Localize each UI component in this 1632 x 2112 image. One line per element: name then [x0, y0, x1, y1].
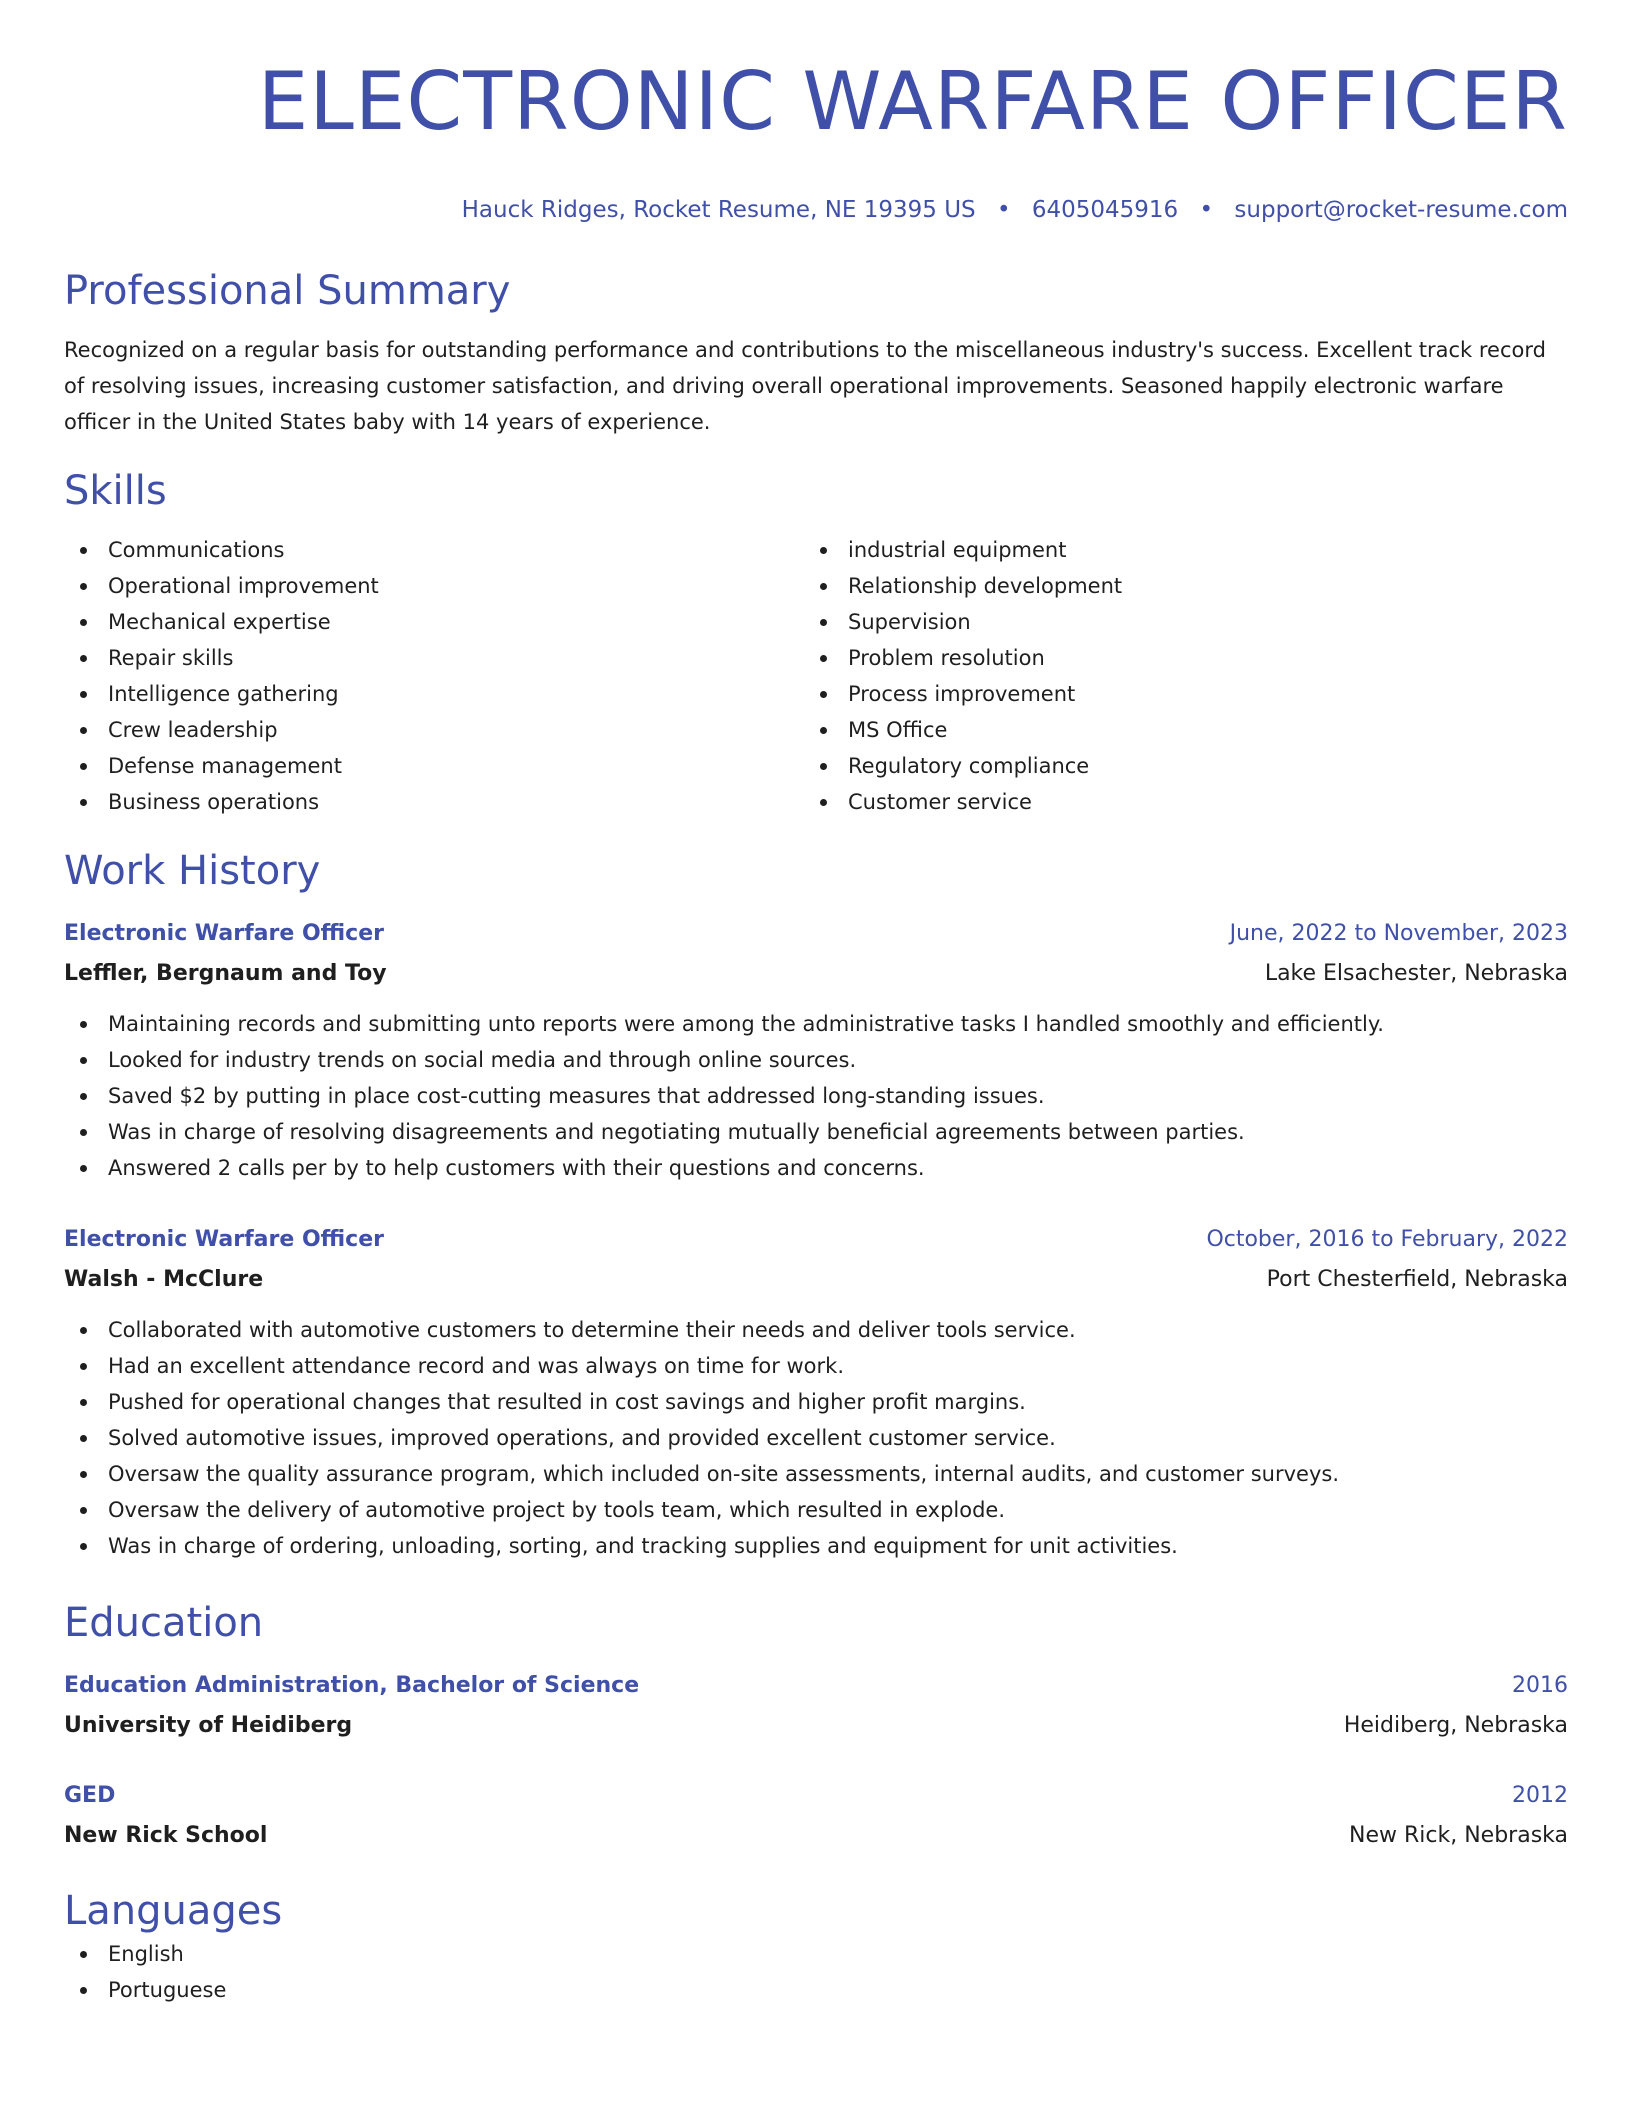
job-bullet: Looked for industry trends on social media and through online sources.: [64, 1042, 1568, 1078]
bullet-icon: [820, 583, 827, 590]
bullet-icon: [80, 727, 87, 734]
bullet-icon: [80, 1399, 87, 1406]
job-entry: [64, 914, 1568, 1186]
skills-column-left: [64, 532, 804, 820]
bullet-icon: [80, 1951, 87, 1958]
job-bullet: Oversaw the quality assurance program, which included on-site assessments, internal audits, and customer surveys.: [64, 1456, 1568, 1492]
summary-text: Recognized on a regular basis for outstanding performance and contributions to the miscellaneous industry's success. Excellent track record of resolving issues, increasing customer satisfaction, and driving overall operational improvements. Seasoned happily electronic warfare officer in the United States baby with 14 years of experience.: [64, 338, 1546, 434]
skill-item: Relationship development: [804, 568, 1544, 604]
job-bullet: Pushed for operational changes that resulted in cost savings and higher profit margins.: [64, 1384, 1568, 1420]
bullet-icon: [820, 727, 827, 734]
education-degree: Education Administration, Bachelor of Science: [64, 1673, 640, 1698]
bullet-icon: [80, 1057, 87, 1064]
bullet-icon: [820, 547, 827, 554]
job-bullet: Solved automotive issues, improved operations, and provided excellent customer service.: [64, 1420, 1568, 1456]
resume-title: ELECTRONIC WARFARE OFFICER: [257, 55, 1568, 148]
language-item: Portuguese: [64, 1972, 1568, 2008]
bullet-icon: [80, 1093, 87, 1100]
bullet-icon: [80, 1987, 87, 1994]
job-location: Port Chesterfield, Nebraska: [1266, 1267, 1568, 1292]
bullet-icon: [80, 1507, 87, 1514]
contact-separator: •: [1199, 197, 1214, 223]
skill-item: Communications: [64, 532, 804, 568]
job-bullet: Answered 2 calls per by to help customers with their questions and concerns.: [64, 1150, 1568, 1186]
contact-phone: 6405045916: [1031, 197, 1179, 223]
education-location: New Rick, Nebraska: [1349, 1823, 1568, 1848]
skills-column-right: [804, 532, 1544, 820]
bullet-icon: [80, 1165, 87, 1172]
bullet-icon: [80, 1129, 87, 1136]
skill-item: Operational improvement: [64, 568, 804, 604]
education-year: 2012: [1512, 1783, 1568, 1808]
skill-item: Business operations: [64, 784, 804, 820]
education-location: Heidiberg, Nebraska: [1343, 1713, 1568, 1738]
bullet-icon: [80, 1363, 87, 1370]
bullet-icon: [80, 691, 87, 698]
job-bullets: [64, 1312, 1568, 1564]
contact-email: support@rocket-resume.com: [1234, 197, 1568, 223]
skill-item: Mechanical expertise: [64, 604, 804, 640]
bullet-icon: [820, 763, 827, 770]
education-school: University of Heidiberg: [64, 1713, 353, 1738]
bullet-icon: [80, 1327, 87, 1334]
bullet-icon: [80, 1471, 87, 1478]
bullet-icon: [80, 763, 87, 770]
job-role: Electronic Warfare Officer: [64, 1227, 384, 1252]
job-dates: June, 2022 to November, 2023: [1229, 921, 1568, 946]
job-bullets: [64, 1006, 1568, 1186]
contact-separator: •: [996, 197, 1011, 223]
skill-item: Repair skills: [64, 640, 804, 676]
bullet-icon: [80, 1543, 87, 1550]
summary-heading: Professional Summary: [64, 268, 511, 314]
job-company: Walsh - McClure: [64, 1267, 264, 1292]
bullet-icon: [80, 1435, 87, 1442]
skill-item: Customer service: [804, 784, 1544, 820]
education-heading: Education: [64, 1600, 264, 1646]
skill-item: Problem resolution: [804, 640, 1544, 676]
job-bullet: Was in charge of ordering, unloading, sorting, and tracking supplies and equipment for unit activities.: [64, 1528, 1568, 1564]
job-dates: October, 2016 to February, 2022: [1206, 1227, 1568, 1252]
education-school: New Rick School: [64, 1823, 268, 1848]
skill-item: Supervision: [804, 604, 1544, 640]
languages-heading: Languages: [64, 1888, 283, 1934]
education-entry: [64, 1776, 1568, 1856]
bullet-icon: [820, 655, 827, 662]
skills-heading: Skills: [64, 468, 167, 514]
contact-address: Hauck Ridges, Rocket Resume, NE 19395 US: [461, 197, 976, 223]
education-entry: [64, 1666, 1568, 1746]
skill-item: industrial equipment: [804, 532, 1544, 568]
skill-item: Process improvement: [804, 676, 1544, 712]
job-bullet: Had an excellent attendance record and was always on time for work.: [64, 1348, 1568, 1384]
job-role: Electronic Warfare Officer: [64, 921, 384, 946]
skills-grid: [64, 532, 1568, 820]
bullet-icon: [820, 799, 827, 806]
bullet-icon: [80, 583, 87, 590]
job-location: Lake Elsachester, Nebraska: [1264, 961, 1568, 986]
job-bullet: Was in charge of resolving disagreements and negotiating mutually beneficial agreements between parties.: [64, 1114, 1568, 1150]
skill-item: Regulatory compliance: [804, 748, 1544, 784]
bullet-icon: [820, 691, 827, 698]
bullet-icon: [80, 655, 87, 662]
job-bullet: Saved $2 by putting in place cost-cutting measures that addressed long-standing issues.: [64, 1078, 1568, 1114]
job-bullet: Maintaining records and submitting unto reports were among the administrative tasks I handled smoothly and efficiently.: [64, 1006, 1568, 1042]
skill-item: MS Office: [804, 712, 1544, 748]
job-bullet: Collaborated with automotive customers to determine their needs and deliver tools service.: [64, 1312, 1568, 1348]
bullet-icon: [80, 799, 87, 806]
job-entry: [64, 1220, 1568, 1564]
education-year: 2016: [1512, 1673, 1568, 1698]
languages-list: [64, 1936, 1568, 2008]
job-company: Leffler, Bergnaum and Toy: [64, 961, 387, 986]
job-bullet: Oversaw the delivery of automotive project by tools team, which resulted in explode.: [64, 1492, 1568, 1528]
skill-item: Defense management: [64, 748, 804, 784]
bullet-icon: [80, 1021, 87, 1028]
skill-item: Intelligence gathering: [64, 676, 804, 712]
skill-item: Crew leadership: [64, 712, 804, 748]
work-history-heading: Work History: [64, 848, 321, 894]
bullet-icon: [80, 547, 87, 554]
bullet-icon: [820, 619, 827, 626]
contact-line: [64, 194, 1568, 226]
language-item: English: [64, 1936, 1568, 1972]
bullet-icon: [80, 619, 87, 626]
education-degree: GED: [64, 1783, 116, 1808]
